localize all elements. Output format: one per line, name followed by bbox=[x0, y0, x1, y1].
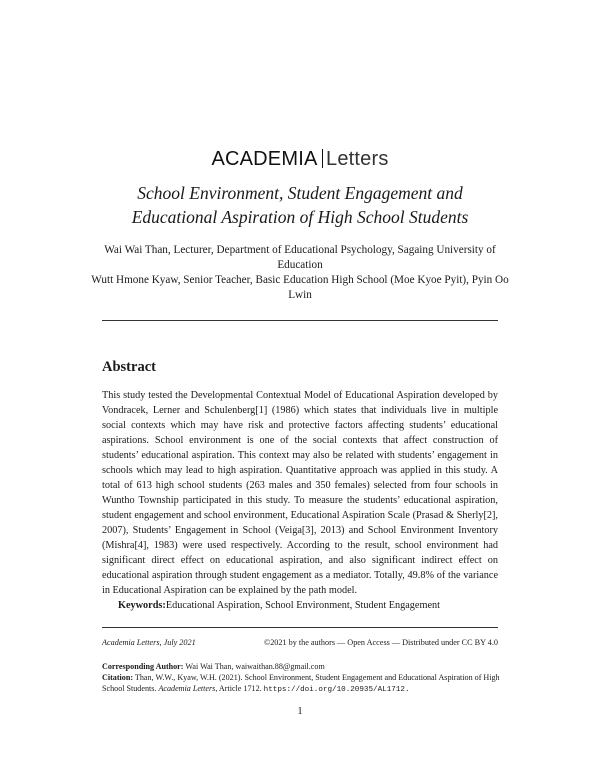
author-1: Wai Wai Than, Lecturer, Department of Educational Psychology, Sagaing University of Education bbox=[104, 244, 496, 271]
paper-title bbox=[60, 181, 540, 229]
doi-link[interactable]: https://doi.org/10.20935/AL1712. bbox=[263, 686, 410, 694]
license-notice: ©2021 by the authors — Open Access — Distributed under CC BY 4.0 bbox=[263, 638, 498, 647]
author-list bbox=[90, 243, 510, 303]
citation bbox=[102, 672, 502, 696]
keywords-line bbox=[102, 598, 498, 613]
footer-citation bbox=[102, 661, 502, 696]
corresponding-value: Wai Wai Than, waiwaithan.88@gmail.com bbox=[185, 662, 325, 671]
citation-label: Citation: bbox=[102, 673, 134, 682]
author-2: Wutt Hmone Kyaw, Senior Teacher, Basic Education High School (Moe Kyoe Pyit), Pyin Oo Lwin bbox=[91, 274, 509, 301]
citation-journal: Academia Letters bbox=[158, 684, 216, 693]
logo-product: Letters bbox=[326, 148, 389, 170]
abstract-body: This study tested the Developmental Contextual Model of Educational Aspiration developed by Vondracek, Lerner and Schulenberg[1] (1986) which states that individuals live in multiple social contexts which may have risk and protective factors affecting students’ educational aspirations. School environment is one of the social contexts that affect construction of students’ educational aspiration. This context may also be related with students’ engagement in schools which may lead to high aspiration. Quantitative approach was applied in this study. A total of 613 high school students (263 males and 350 females) selected from four schools in Wuntho Township participated in this study. To measure the students’ educational aspiration, student engagement and school environment, Educational Aspiration Scale (Prasad & Sherly[2], 2007), Students’ Engagement in School (Veiga[3], 2013) and School Environment Inventory (Mishra[4], 1983) were used respectively. According to the result, school environment had significant direct effect on educational aspiration, and also significant indirect effect on educational aspiration through student engagement as a mediator. Totally, 49.8% of the variance in Educational Aspiration can be explained by the path model. bbox=[102, 390, 498, 596]
logo-brand: ACADEMIA bbox=[211, 148, 318, 170]
abstract-heading: Abstract bbox=[102, 359, 156, 375]
citation-text: Than, W.W., Kyaw, W.H. (2021). School Environment, Student Engagement and Educational Aspiration of High School Students. bbox=[102, 673, 500, 693]
abstract-section bbox=[102, 388, 498, 613]
footer-divider bbox=[102, 627, 498, 628]
academia-letters-logo bbox=[0, 147, 600, 171]
citation-article: , Article 1712. bbox=[215, 684, 262, 693]
logo-divider bbox=[322, 149, 324, 168]
keywords-text: Educational Aspiration, School Environment, Student Engagement bbox=[165, 600, 440, 611]
corresponding-label: Corresponding Author: bbox=[102, 662, 184, 671]
corresponding-author bbox=[102, 661, 502, 672]
paper-title-line-1: School Environment, Student Engagement and bbox=[137, 183, 463, 203]
page-number: 1 bbox=[297, 706, 303, 717]
paper-title-line-2: Educational Aspiration of High School Students bbox=[131, 207, 469, 227]
header-divider bbox=[102, 320, 498, 321]
keywords-label: Keywords: bbox=[118, 600, 166, 611]
journal-date: Academia Letters, July 2021 bbox=[102, 638, 196, 647]
